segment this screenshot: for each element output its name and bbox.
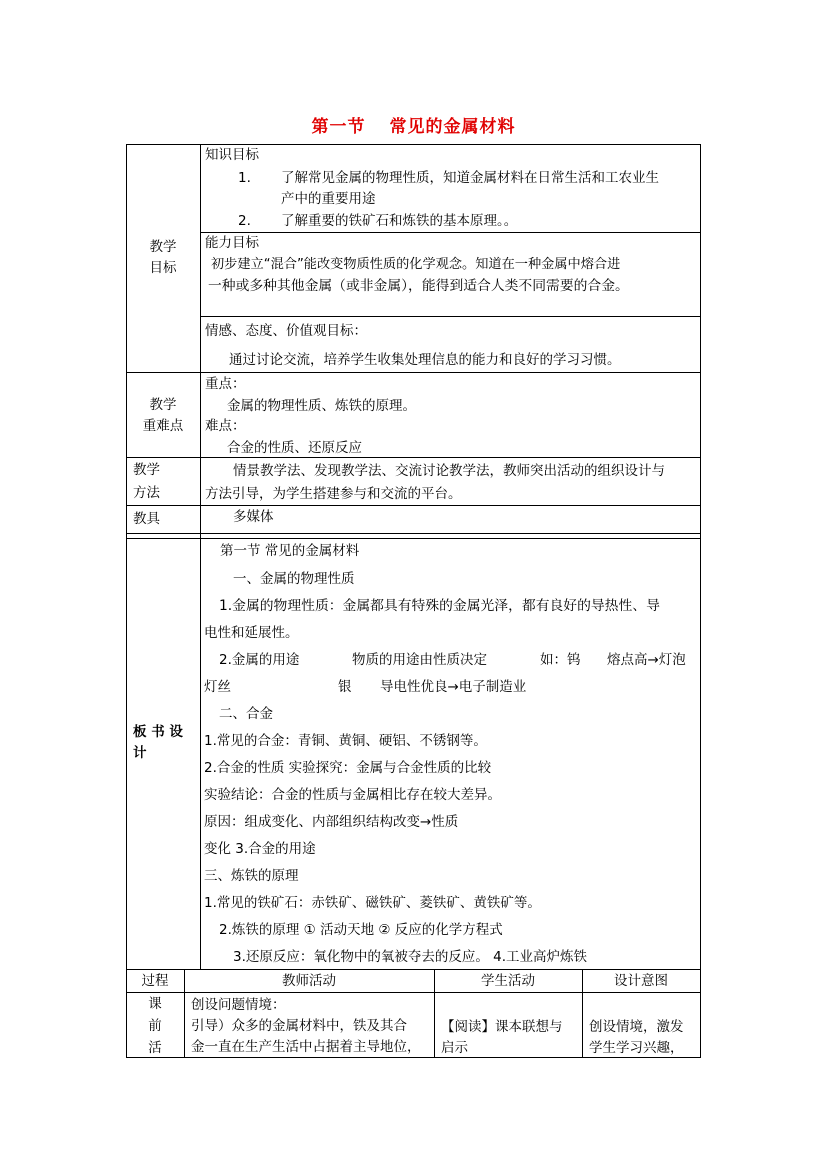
goals-sub-divider-1 <box>200 232 700 233</box>
board-line: 原因：组成变化、内部组织结构改变→性质 <box>204 814 459 830</box>
tools-text: 多媒体 <box>233 509 274 525</box>
page-title: 第一节 常见的金属材料 <box>311 117 516 137</box>
row-divider <box>126 992 701 993</box>
key-point-text: 金属的物理性质、炼铁的原理。 <box>227 398 416 414</box>
board-line: 物质的用途由性质决定 <box>352 652 487 668</box>
emotion-goals-heading: 情感、态度、价值观目标： <box>205 323 367 339</box>
board-line: 变化 3.合金的用途 <box>204 841 316 857</box>
process-student-cell: 【阅读】课本联想与 启示 <box>441 1019 563 1056</box>
row-divider <box>126 538 701 539</box>
process-header-teacher: 教师活动 <box>282 973 336 989</box>
board-line: 1.金属的物理性质：金属都具有特殊的金属光泽，都有良好的导热性、导 <box>219 598 660 614</box>
knowledge-item-number: 2. <box>238 213 251 229</box>
board-line: 1.常见的铁矿石：赤铁矿、磁铁矿、菱铁矿、黄铁矿等。 <box>204 895 541 911</box>
row-divider <box>126 533 701 534</box>
key-point-heading: 重点： <box>205 376 246 392</box>
board-line: 3.还原反应：氧化物中的氧被夺去的反应。 4.工业高炉炼铁 <box>233 949 588 965</box>
board-line: 银 <box>338 679 352 695</box>
process-header-stage: 过程 <box>141 973 169 989</box>
board-line: 1.常见的合金：青铜、黄铜、硬铝、不锈钢等。 <box>204 733 487 749</box>
difficulty-heading: 难点： <box>205 418 246 434</box>
tools-label: 教具 <box>133 511 160 527</box>
table-border-right <box>700 144 701 1058</box>
process-stage-cell: 课 前 活 <box>148 996 162 1056</box>
board-line: 2.合金的性质 实验探究：金属与合金性质的比较 <box>204 760 492 776</box>
board-line: 第一节 常见的金属材料 <box>220 543 360 559</box>
board-line: 二、合金 <box>219 706 273 722</box>
ability-goals-text: 初步建立“混合”能改变物质性质的化学观念。知道在一种金属中熔合进 <box>211 257 621 272</box>
key-points-label: 教学 重难点 <box>142 397 184 434</box>
methods-text: 情景教学法、发现教学法、交流讨论教学法，教师突出活动的组织设计与 <box>233 463 665 479</box>
table-border-top <box>126 144 701 145</box>
table-border-left <box>126 144 127 1058</box>
process-header-intent: 设计意图 <box>614 973 668 989</box>
row-divider <box>126 969 701 970</box>
row-divider <box>126 505 701 506</box>
knowledge-item-text: 了解常见金属的物理性质，知道金属材料在日常生活和工农业生 <box>281 170 659 186</box>
board-line: 熔点高→灯泡 <box>607 652 686 668</box>
process-teacher-cell: 创设问题情境： 引导）众多的金属材料中，铁及其合 金一直在生产生活中占据着主导地位， <box>191 997 421 1055</box>
board-line: 一、金属的物理性质 <box>233 571 355 587</box>
knowledge-item-text: 产中的重要用途 <box>281 191 376 207</box>
board-line: 如：钨 <box>540 652 581 668</box>
board-line: 2.金属的用途 <box>219 652 300 668</box>
label-column-divider <box>200 144 201 970</box>
knowledge-item-text: 了解重要的铁矿石和炼铁的基本原理。。 <box>281 213 518 229</box>
board-line: 导电性优良→电子制造业 <box>380 679 527 695</box>
knowledge-goals-heading: 知识目标 <box>205 147 259 163</box>
board-design-label: 板 书 设 计 <box>133 724 183 761</box>
goals-sub-divider-2 <box>200 316 700 317</box>
ability-goals-heading: 能力目标 <box>205 235 259 251</box>
goals-label: 教学 目标 <box>149 239 177 276</box>
process-header-student: 学生活动 <box>481 973 535 989</box>
knowledge-item-number: 1. <box>238 170 251 186</box>
board-line: 实验结论：合金的性质与金属相比存在较大差异。 <box>204 787 501 803</box>
board-line: 电性和延展性。 <box>204 625 299 641</box>
row-divider <box>126 457 701 458</box>
board-line: 灯丝 <box>204 679 231 695</box>
row-divider <box>126 372 701 373</box>
methods-text: 方法引导，为学生搭建参与和交流的平台。 <box>205 486 462 502</box>
ability-goals-text: 一种或多种其他金属（或非金属），能得到适合人类不同需要的合金。 <box>208 278 629 294</box>
process-intent-cell: 创设情境，激发 学生学习兴趣， <box>589 1019 684 1056</box>
board-line: 三、炼铁的原理 <box>204 868 299 884</box>
board-line: 2.炼铁的原理 ① 活动天地 ② 反应的化学方程式 <box>219 922 503 938</box>
emotion-goals-text: 通过讨论交流，培养学生收集处理信息的能力和良好的学习习惯。 <box>229 352 621 368</box>
difficulty-text: 合金的性质、还原反应 <box>227 440 362 456</box>
methods-label: 教学 方法 <box>133 462 160 501</box>
